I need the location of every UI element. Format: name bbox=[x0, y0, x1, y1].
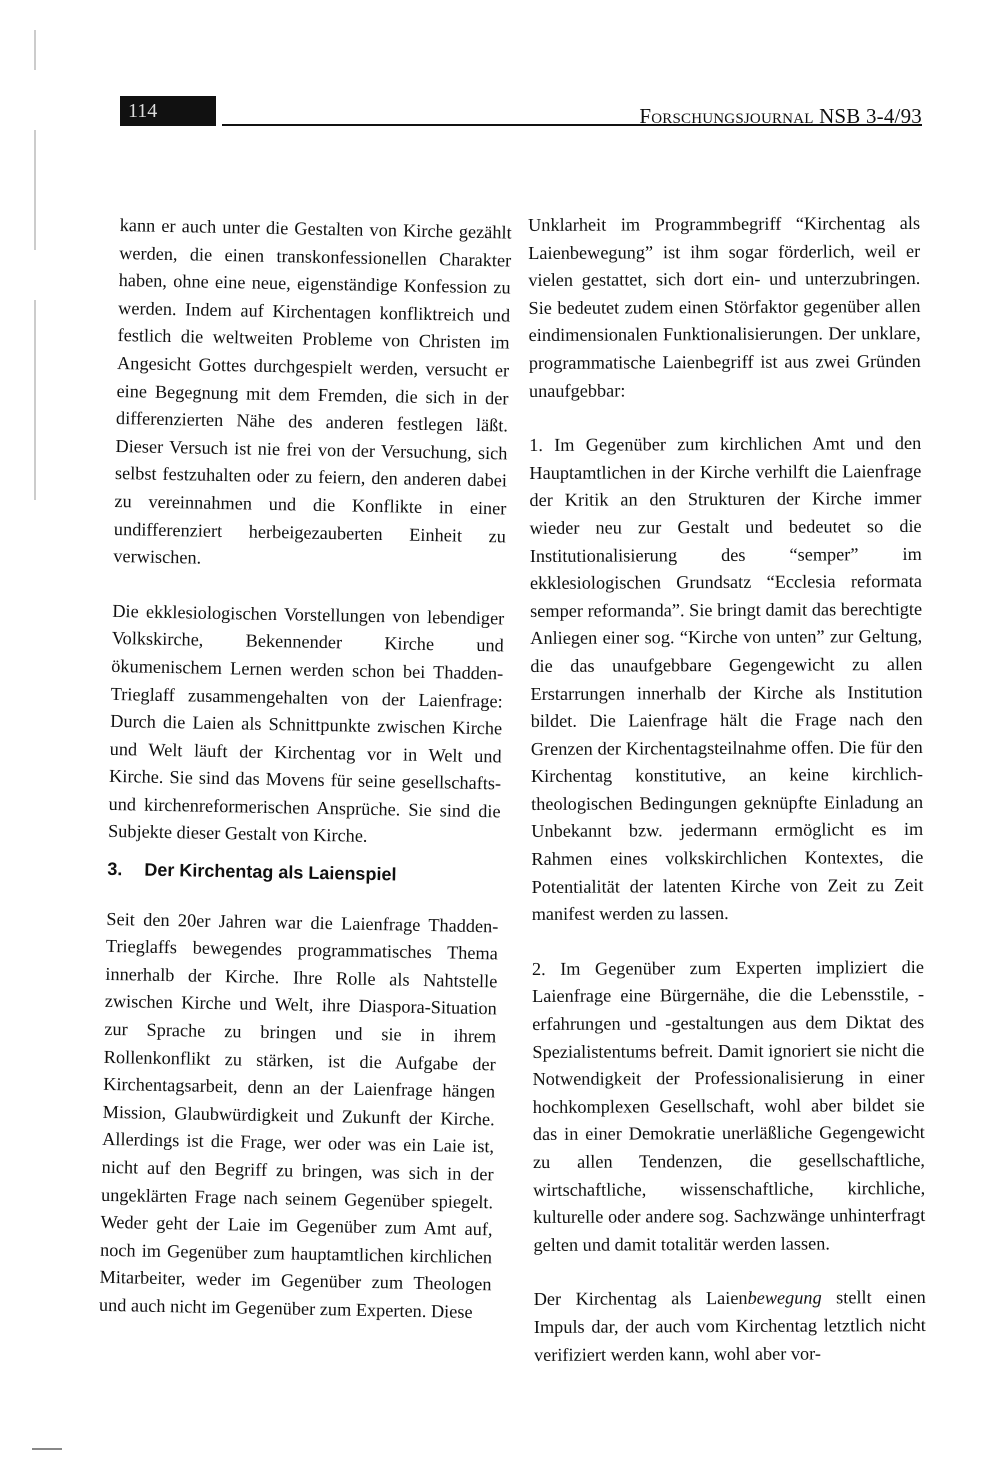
paragraph: Die ekklesiologischen Vorstellungen von lebendiger Volkskirche, Bekennender Kirche und ökumenischem Lernen werden schon bei Thadden-Trieglaff zusammengehalten von der Laienfrage: Durch die Laien als Schnittpunkte zwischen Kirche und Welt läuft der Kirchentag vor in Welt und Kirche. Sie sind das Movens für seine gesellschafts- und kirchenreformerischen Ansprüche. Sie sind die Subjekte dieser Gestalt von Kirche. bbox=[107, 600, 505, 847]
section-heading bbox=[107, 856, 499, 891]
section-title: Der Kirchentag als Laienspiel bbox=[144, 859, 397, 885]
page-number: 114 bbox=[120, 96, 216, 126]
italic-run: bewegung bbox=[747, 1287, 822, 1309]
scan-margin-mark bbox=[34, 300, 36, 500]
paragraph: kann er auch unter die Gestalten von Kirche gezählt werden, die einen transkonfessionellen Charakter haben, ohne eine neue, eigenständige Konfession zu werden. Indem auf Kirchentagen konfliktreich und festlich die weltweiten Probleme von Christen im Angesicht Gottes durchgespielt werden, versucht er eine Begegnung mit dem Fremden, die sich in der differenzierten Nähe des anderen festlegen läßt. Dieser Versuch ist nie frei von der Versuchung, sich selbst festzuhalten oder zu feiern, den anderen dabei zu vereinnahmen und die Konflikte in einer undifferenziert herbeigezauberten Einheit zu verwischen. bbox=[113, 214, 512, 568]
scan-margin-mark bbox=[34, 130, 36, 250]
paragraph: 1. Im Gegenüber zum kirchlichen Amt und den Hauptamtlichen in der Kirche verhilft die Laienfrage der Kritik an den Strukturen der Kirche immer wieder neu zur Gestalt und bedeutet so die Institutionalisierung des “semper” im ekklesiologischen Grundsatz “Ecclesia reformata semper reformanda”. Sie bringt damit das berechtigte Anliegen einer sog. “Kirche von unten” zur Geltung, die das unaufgebbare Gegengewicht zu allen Erstarrungen innerhalb der Kirche als Institution bildet. Die Laienfrage hält die Frage nach den Grenzen der Kirchentagsteilnahme offen. Die für den Kirchentag konstitutive, an keine kirchlich-theologischen Bedingungen geknüpfte Einladung an Unbekannt bzw. jedermann ermöglicht es im Rahmen eines volkskirchlichen Kontextes, die Potentialität der latenten Kirche von Zeit zu Zeit manifest werden zu lassen. bbox=[529, 433, 924, 925]
text-run: Der Kirchentag als Laien bbox=[533, 1288, 748, 1310]
scan-margin-mark bbox=[32, 1448, 62, 1450]
journal-title: Forschungsjournal NSB 3-4/93 bbox=[639, 104, 922, 128]
right-column bbox=[528, 210, 926, 1369]
left-column bbox=[99, 212, 512, 1327]
paragraph: 2. Im Gegenüber zum Experten impliziert die Laienfrage eine Bürgernähe, die die Lebensstile, -erfahrungen und -gestaltungen aus dem Diktat des Spezialistentums befreit. Damit ignoriert sie nicht die Notwendigkeit der Professionalisierung in einer hochkomplexen Gesellschaft, wohl aber bildet sie das in einer Demokratie unerläßliche Gegengewicht zu allen Tendenzen, die gesellschaftliche, wirtschaftliche, wissenschaftliche, kirchliche, kulturelle oder andere sog. Sachzwänge unhinterfragt gelten und damit totalitär werden lassen. bbox=[531, 956, 926, 1255]
paragraph: Unklarheit im Programmbegriff “Kirchentag als Laienbewegung” ist ihm sogar förderlich, weil er vielen gestattet, sich dort ein- und unterzubringen. Sie bedeutet zudem einen Störfaktor gegenüber allen eindimensionalen Funktionalisierungen. Der unklare, programmatische Laienbegriff ist aus zwei Gründen unaufgebbar: bbox=[528, 212, 921, 401]
paragraph: Seit den 20er Jahren war die Laienfrage Thadden-Trieglaffs bewegendes programmatisches Thema innerhalb der Kirche. Ihre Rolle als Nahtstelle zwischen Kirche und Welt, ihre Diaspora-Situation zur Sprache zu bringen und sie in ihrem Rollenkonflikt zu stärken, ist die Aufgabe der Kirchentagsarbeit, denn an der Laienfrage hängen Mission, Glaubwürdigkeit und Zukunft der Kirche. Allerdings ist die Frage, wer oder was ein Laie ist, nicht auf den Begriff zu bringen, was sich in der ungeklärten Frage nach seinem Gegenüber spiegelt. Weder geht der Laie im Gegenüber zum Amt auf, noch im Gegenüber zum hauptamtlichen kirchlichen Mitarbeiter, weder im Gegenüber zum Theologen und auch nicht im Gegenüber zum Experten. Diese bbox=[98, 908, 499, 1322]
scan-margin-mark bbox=[34, 30, 36, 70]
paragraph bbox=[534, 1284, 926, 1369]
section-number: 3. bbox=[107, 858, 123, 880]
text-run: stellt einen Impuls dar, der auch vom Kirchentag letztlich nicht verifiziert werden kann, wohl aber vor- bbox=[533, 1287, 926, 1365]
